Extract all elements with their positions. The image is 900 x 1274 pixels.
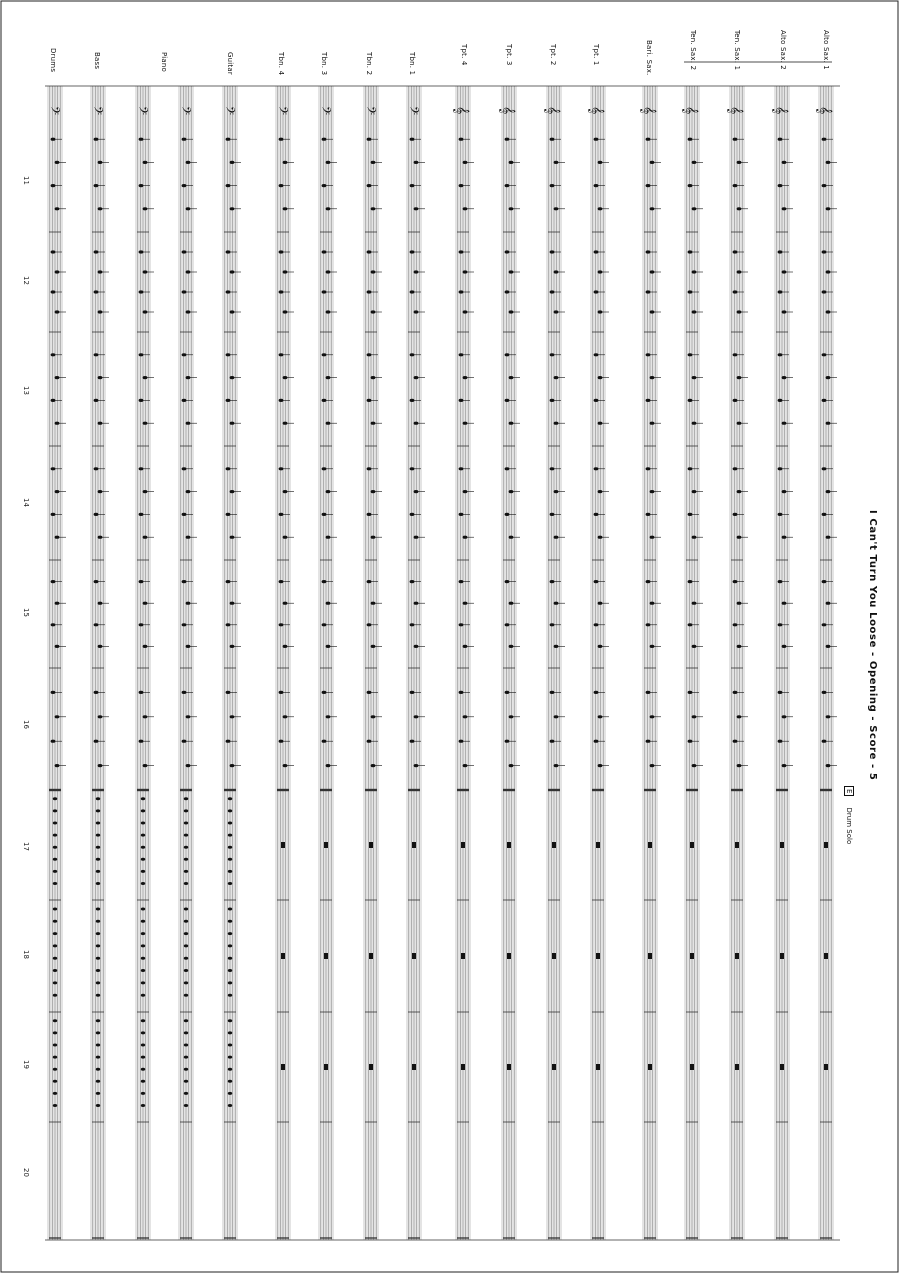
note-piano-rh <box>184 1056 188 1059</box>
whole-rest-alto-sax-1 <box>824 842 828 848</box>
note-piano-rh <box>184 797 188 800</box>
note-bass <box>96 1068 100 1071</box>
note-bass <box>96 882 100 885</box>
note-bass <box>96 920 100 923</box>
note-piano-rh <box>184 834 188 837</box>
score-title: I Can't Turn You Loose - Opening - Score - 5 <box>867 510 878 781</box>
whole-rest-tbn-1 <box>412 842 416 848</box>
note-guitar <box>228 944 232 947</box>
note-piano-rh <box>184 1080 188 1083</box>
note-piano-rh <box>184 920 188 923</box>
note-guitar <box>228 1019 232 1022</box>
whole-rest-tbn-2 <box>369 953 373 959</box>
label-guitar: Guitar <box>226 52 234 75</box>
label-tpt-3: Tpt. 3 <box>505 44 513 66</box>
note-piano-lh <box>141 1068 145 1071</box>
note-drums <box>53 944 57 947</box>
note-drums <box>53 981 57 984</box>
note-piano-lh <box>141 822 145 825</box>
note-guitar <box>228 809 232 812</box>
whole-rest-tbn-4 <box>281 1064 285 1070</box>
note-drums <box>53 1092 57 1095</box>
note-guitar <box>228 1080 232 1083</box>
note-bass <box>96 809 100 812</box>
measure-number-15: 15 <box>22 608 30 617</box>
note-bass <box>96 944 100 947</box>
clef-drums: 𝄢 <box>45 106 61 116</box>
label-tbn-1: Tbn. 1 <box>408 52 416 76</box>
whole-rest-tbn-4 <box>281 842 285 848</box>
clef-tbn-2: 𝄢 <box>361 106 377 116</box>
note-bass <box>96 1031 100 1034</box>
note-drums <box>53 920 57 923</box>
label-tpt-2: Tpt. 2 <box>549 44 557 66</box>
note-guitar <box>228 1044 232 1047</box>
measure-number-12: 12 <box>22 276 30 285</box>
label-alto-sax-2: Alto Sax. 2 <box>779 30 787 70</box>
note-piano-lh <box>141 920 145 923</box>
note-drums <box>53 1068 57 1071</box>
clef-tpt-3: 𝄞 <box>499 106 515 115</box>
note-guitar <box>228 1104 232 1107</box>
note-piano-lh <box>141 994 145 997</box>
whole-rest-tpt-2 <box>552 842 556 848</box>
whole-rest-ten-sax-2 <box>690 1064 694 1070</box>
note-guitar <box>228 994 232 997</box>
note-guitar <box>228 932 232 935</box>
note-bass <box>96 1104 100 1107</box>
note-drums <box>53 822 57 825</box>
clef-tbn-4: 𝄢 <box>273 106 289 116</box>
note-bass <box>96 858 100 861</box>
note-bass <box>96 957 100 960</box>
note-drums <box>53 969 57 972</box>
label-tbn-2: Tbn. 2 <box>365 52 373 76</box>
whole-rest-bari-sax <box>648 953 652 959</box>
note-drums <box>53 1056 57 1059</box>
note-bass <box>96 1019 100 1022</box>
note-piano-rh <box>184 981 188 984</box>
note-guitar <box>228 981 232 984</box>
label-tpt-1: Tpt. 1 <box>592 44 600 66</box>
note-piano-rh <box>184 858 188 861</box>
note-piano-rh <box>184 932 188 935</box>
note-bass <box>96 797 100 800</box>
whole-rest-ten-sax-2 <box>690 953 694 959</box>
whole-rest-tpt-1 <box>596 1064 600 1070</box>
note-piano-rh <box>184 1092 188 1095</box>
note-drums <box>53 1031 57 1034</box>
clef-tpt-2: 𝄞 <box>544 106 560 115</box>
note-guitar <box>228 1056 232 1059</box>
clef-bass: 𝄢 <box>88 106 104 116</box>
note-drums <box>53 1104 57 1107</box>
note-piano-lh <box>141 944 145 947</box>
note-guitar <box>228 969 232 972</box>
note-piano-lh <box>141 981 145 984</box>
measure-number-13: 13 <box>22 386 30 395</box>
note-drums <box>53 870 57 873</box>
clef-piano-rh: 𝄢 <box>176 106 192 116</box>
note-bass <box>96 932 100 935</box>
note-bass <box>96 994 100 997</box>
whole-rest-ten-sax-1 <box>735 953 739 959</box>
clef-bari-sax: 𝄞 <box>640 106 656 115</box>
whole-rest-ten-sax-1 <box>735 842 739 848</box>
label-drums: Drums <box>49 48 57 73</box>
note-bass <box>96 981 100 984</box>
note-guitar <box>228 1068 232 1071</box>
label-tpt-4: Tpt. 4 <box>460 44 468 66</box>
note-drums <box>53 846 57 849</box>
note-piano-lh <box>141 1080 145 1083</box>
note-bass <box>96 907 100 910</box>
whole-rest-tpt-3 <box>507 953 511 959</box>
note-guitar <box>228 1031 232 1034</box>
rehearsal-letter: E <box>844 786 854 796</box>
note-piano-lh <box>141 932 145 935</box>
measure-number-18: 18 <box>22 950 30 959</box>
note-guitar <box>228 907 232 910</box>
note-piano-lh <box>141 1044 145 1047</box>
measure-number-20: 20 <box>22 1168 30 1177</box>
note-piano-rh <box>184 809 188 812</box>
clef-ten-sax-2: 𝄞 <box>682 106 698 115</box>
note-piano-lh <box>141 846 145 849</box>
note-piano-rh <box>184 882 188 885</box>
whole-rest-alto-sax-2 <box>780 953 784 959</box>
note-guitar <box>228 834 232 837</box>
whole-rest-tpt-4 <box>461 842 465 848</box>
clef-alto-sax-1: 𝄞 <box>816 106 832 115</box>
note-piano-lh <box>141 969 145 972</box>
label-bass: Bass <box>93 52 101 70</box>
note-drums <box>53 994 57 997</box>
note-guitar <box>228 957 232 960</box>
note-guitar <box>228 870 232 873</box>
note-drums <box>53 1019 57 1022</box>
label-ten-sax-1: Ten. Sax. 1 <box>733 30 741 71</box>
note-piano-rh <box>184 1104 188 1107</box>
note-guitar <box>228 858 232 861</box>
whole-rest-tbn-4 <box>281 953 285 959</box>
clef-tpt-4: 𝄞 <box>453 106 469 115</box>
note-guitar <box>228 1092 232 1095</box>
note-piano-rh <box>184 969 188 972</box>
note-guitar <box>228 846 232 849</box>
whole-rest-tbn-3 <box>324 953 328 959</box>
whole-rest-tpt-1 <box>596 842 600 848</box>
label-tbn-4: Tbn. 4 <box>277 52 285 76</box>
whole-rest-alto-sax-2 <box>780 1064 784 1070</box>
whole-rest-tpt-2 <box>552 953 556 959</box>
whole-rest-ten-sax-1 <box>735 1064 739 1070</box>
measure-number-19: 19 <box>22 1060 30 1069</box>
note-piano-rh <box>184 907 188 910</box>
note-piano-rh <box>184 1031 188 1034</box>
label-piano: Piano <box>160 52 168 73</box>
label-bari-sax: Bari. Sax. <box>645 40 653 76</box>
note-bass <box>96 1044 100 1047</box>
note-piano-lh <box>141 870 145 873</box>
note-bass <box>96 1056 100 1059</box>
note-bass <box>96 1080 100 1083</box>
clef-tpt-1: 𝄞 <box>588 106 604 115</box>
note-piano-lh <box>141 907 145 910</box>
whole-rest-tpt-3 <box>507 1064 511 1070</box>
whole-rest-bari-sax <box>648 1064 652 1070</box>
label-alto-sax-1: Alto Sax. 1 <box>822 30 830 70</box>
note-piano-lh <box>141 858 145 861</box>
note-piano-rh <box>184 957 188 960</box>
note-guitar <box>228 797 232 800</box>
note-drums <box>53 1080 57 1083</box>
note-piano-rh <box>184 870 188 873</box>
note-bass <box>96 870 100 873</box>
note-piano-lh <box>141 1056 145 1059</box>
note-bass <box>96 1092 100 1095</box>
note-drums <box>53 809 57 812</box>
note-piano-rh <box>184 822 188 825</box>
whole-rest-tpt-2 <box>552 1064 556 1070</box>
note-bass <box>96 846 100 849</box>
measure-number-16: 16 <box>22 720 30 729</box>
note-piano-rh <box>184 1019 188 1022</box>
note-piano-lh <box>141 882 145 885</box>
whole-rest-tpt-3 <box>507 842 511 848</box>
whole-rest-tpt-4 <box>461 953 465 959</box>
note-piano-rh <box>184 994 188 997</box>
whole-rest-tbn-1 <box>412 1064 416 1070</box>
clef-alto-sax-2: 𝄞 <box>772 106 788 115</box>
note-piano-rh <box>184 944 188 947</box>
clef-piano-lh: 𝄢 <box>133 106 149 116</box>
whole-rest-tbn-1 <box>412 953 416 959</box>
rehearsal-marker <box>843 786 862 844</box>
whole-rest-tbn-2 <box>369 842 373 848</box>
label-tbn-3: Tbn. 3 <box>320 52 328 76</box>
whole-rest-tpt-4 <box>461 1064 465 1070</box>
measure-number-14: 14 <box>22 498 30 507</box>
label-ten-sax-2: Ten. Sax. 2 <box>689 30 697 71</box>
clef-guitar: 𝄢 <box>220 106 236 116</box>
note-piano-lh <box>141 1031 145 1034</box>
note-piano-lh <box>141 834 145 837</box>
whole-rest-tpt-1 <box>596 953 600 959</box>
measure-number-17: 17 <box>22 842 30 851</box>
clef-tbn-3: 𝄢 <box>316 106 332 116</box>
note-drums <box>53 834 57 837</box>
note-drums <box>53 1044 57 1047</box>
note-drums <box>53 957 57 960</box>
note-drums <box>53 907 57 910</box>
clef-tbn-1: 𝄢 <box>404 106 420 116</box>
whole-rest-tbn-2 <box>369 1064 373 1070</box>
note-bass <box>96 822 100 825</box>
note-guitar <box>228 822 232 825</box>
whole-rest-tbn-3 <box>324 1064 328 1070</box>
note-piano-lh <box>141 1019 145 1022</box>
note-piano-lh <box>141 797 145 800</box>
cue-text: Drum Solo <box>845 807 853 845</box>
note-piano-lh <box>141 1092 145 1095</box>
whole-rest-alto-sax-1 <box>824 953 828 959</box>
note-drums <box>53 858 57 861</box>
note-piano-rh <box>184 846 188 849</box>
note-guitar <box>228 882 232 885</box>
measure-number-11: 11 <box>22 176 30 185</box>
note-piano-lh <box>141 1104 145 1107</box>
note-bass <box>96 969 100 972</box>
note-bass <box>96 834 100 837</box>
whole-rest-alto-sax-1 <box>824 1064 828 1070</box>
whole-rest-bari-sax <box>648 842 652 848</box>
whole-rest-alto-sax-2 <box>780 842 784 848</box>
note-drums <box>53 797 57 800</box>
clef-ten-sax-1: 𝄞 <box>727 106 743 115</box>
note-piano-lh <box>141 957 145 960</box>
note-piano-rh <box>184 1068 188 1071</box>
note-drums <box>53 932 57 935</box>
note-guitar <box>228 920 232 923</box>
note-piano-lh <box>141 809 145 812</box>
note-piano-rh <box>184 1044 188 1047</box>
note-drums <box>53 882 57 885</box>
whole-rest-tbn-3 <box>324 842 328 848</box>
whole-rest-ten-sax-2 <box>690 842 694 848</box>
